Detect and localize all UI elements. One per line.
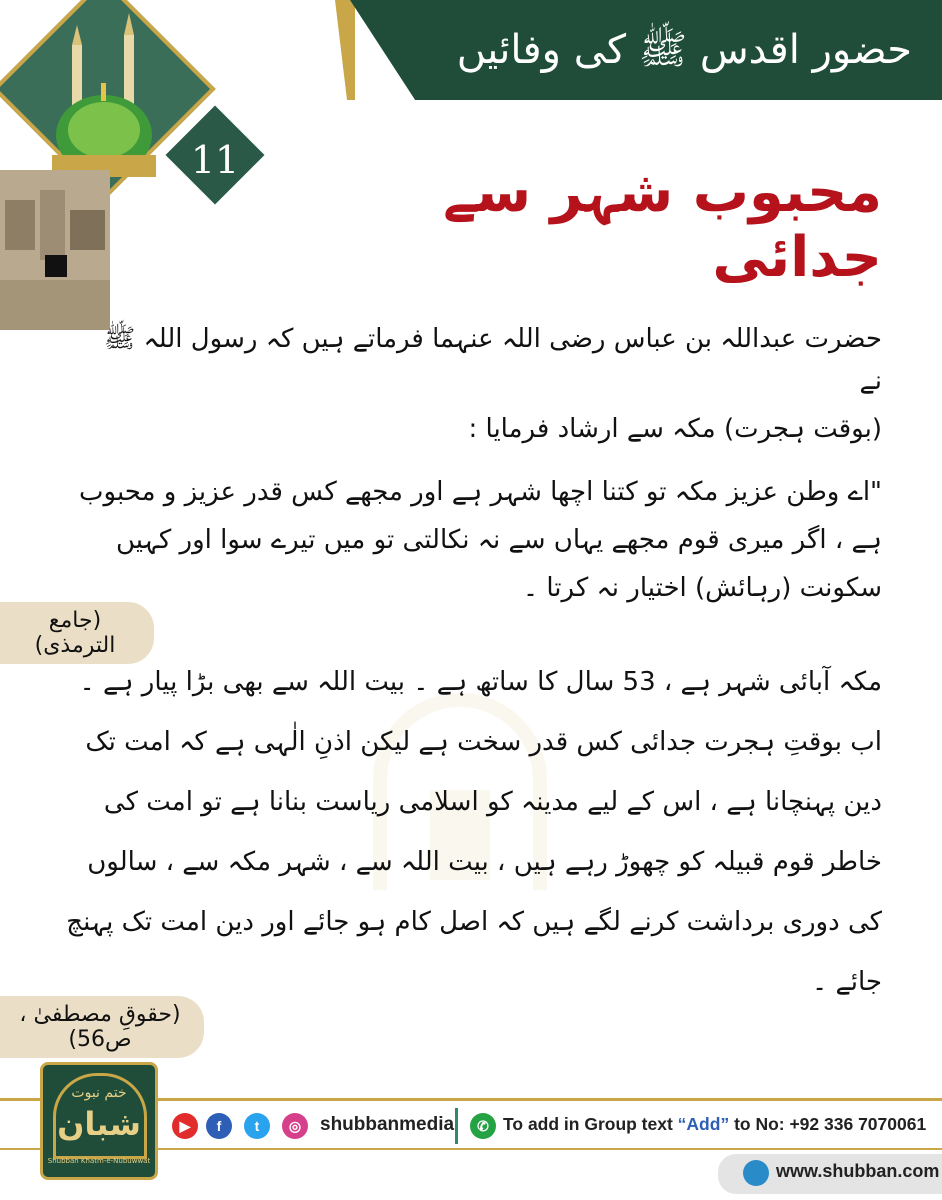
episode-number: 11: [190, 138, 240, 182]
logo-top-text: ختم نبوت: [71, 1085, 127, 1101]
add-suffix: to No: +92 336 7070061: [729, 1114, 927, 1134]
shubban-logo: [40, 1062, 158, 1180]
facebook-icon[interactable]: f: [206, 1113, 232, 1139]
add-keyword: “Add”: [677, 1114, 730, 1134]
intro-line-2: (بوقت ہجرت) مکہ سے ارشاد فرمایا :: [468, 414, 882, 444]
social-handle[interactable]: shubbanmedia: [320, 1114, 455, 1135]
commentary-reference: (حقوقِ مصطفیٰ ، ص56): [0, 996, 204, 1058]
whatsapp-instructions: [503, 1114, 926, 1135]
globe-icon: [743, 1160, 769, 1186]
series-title: حضور اقدس ﷺ کی وفائیں: [456, 27, 912, 73]
add-prefix: To add in Group text: [503, 1114, 678, 1134]
footer-separator: [455, 1108, 458, 1144]
website-link[interactable]: www.shubban.com: [776, 1161, 940, 1181]
instagram-icon[interactable]: ◎: [282, 1113, 308, 1139]
intro-line: حضرت عبداللہ بن عباس رضی اللہ عنہما فرماتے ہیں کہ رسول اللہ ﷺ نے: [103, 324, 882, 396]
makkah-city-image: [0, 170, 110, 330]
banner-gold-stripe: [335, 0, 355, 100]
whatsapp-icon[interactable]: ✆: [470, 1113, 496, 1139]
hadith-quote: "اے وطن عزیز مکہ تو کتنا اچھا شہر ہے اور مجھے کس قدر عزیز و محبوب ہے ، اگر میری قوم مجھے یہاں سے نہ نکالتی تو میں تیرے سوا اور کہیں سکونت (رہائش) اختیار نہ کرتا ۔: [79, 477, 882, 603]
youtube-icon[interactable]: ▶: [172, 1113, 198, 1139]
twitter-icon[interactable]: t: [244, 1113, 270, 1139]
logo-main-text: شبان: [57, 1105, 141, 1143]
main-title: محبوب شہر سے جدائی: [443, 160, 882, 290]
hadith-reference: (جامع الترمذی): [0, 602, 154, 664]
commentary-paragraph: مکہ آبائی شہر ہے ، 53 سال کا ساتھ ہے ۔ بیت اللہ سے بھی بڑا پیار ہے ۔ اب بوقتِ ہجرت جدائی کس قدر سخت ہے لیکن اذنِ الٰہی ہے کہ امت تک دین پہنچانا ہے ، اس کے لیے مدینہ کو اسلامی ریاست بنانا ہے تو امت کی خاطر قوم قبیلہ کو چھوڑ رہے ہیں ، بیت اللہ سے ، شہر مکہ سے ، سالوں کی دوری برداشت کرنے لگے ہیں کہ اصل کام ہو جائے اور دین امت تک پہنچ جائے ۔: [66, 667, 882, 997]
logo-sub-text: Shubban Khatm-e-Nubuwwat: [47, 1157, 151, 1165]
